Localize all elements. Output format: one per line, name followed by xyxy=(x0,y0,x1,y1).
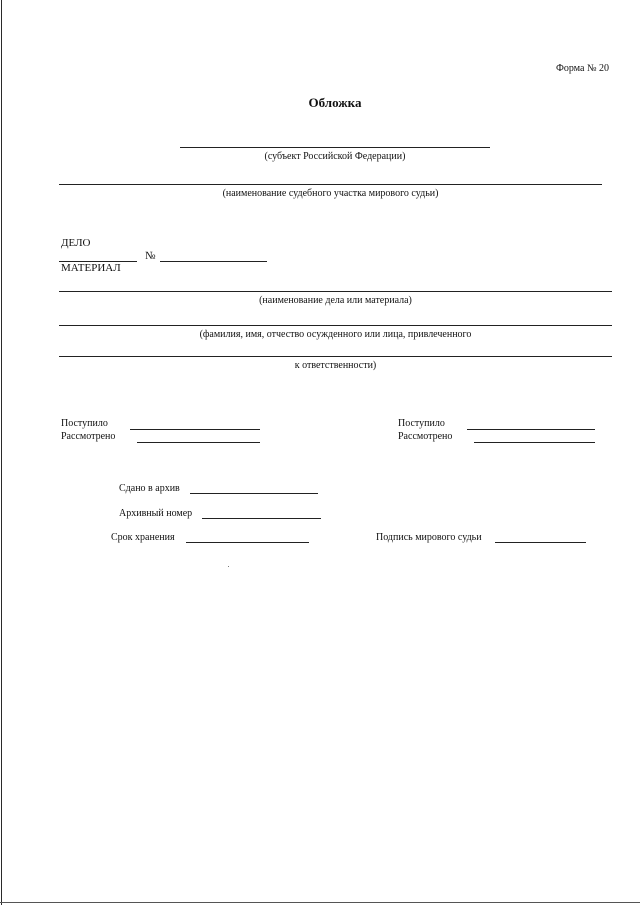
right-received-label: Поступило xyxy=(398,418,445,429)
archive-label: Сдано в архив xyxy=(119,483,180,494)
material-label: МАТЕРИАЛ xyxy=(61,262,121,274)
form-number: Форма № 20 xyxy=(556,63,609,74)
case-number-line xyxy=(160,261,267,262)
person-caption-line1: (фамилия, имя, отчество осужденного или лица, привлеченного xyxy=(199,329,472,340)
person-caption-line2: к ответственности) xyxy=(294,360,377,371)
archive-number-line xyxy=(202,518,321,519)
archive-line xyxy=(190,493,318,494)
scan-edge xyxy=(1,0,2,905)
case-name-caption: (наименование дела или материала) xyxy=(259,295,412,306)
number-sign: № xyxy=(145,250,156,262)
scan-edge xyxy=(0,902,640,903)
left-received-label: Поступило xyxy=(61,418,108,429)
court-section-caption: (наименование судебного участка мирового судьи) xyxy=(222,188,439,199)
storage-period-line xyxy=(186,542,309,543)
storage-period-label: Срок хранения xyxy=(111,532,175,543)
page-title: Обложка xyxy=(308,95,362,110)
scan-speck xyxy=(228,566,229,567)
right-received-line xyxy=(467,429,595,430)
right-reviewed-line xyxy=(474,442,595,443)
right-reviewed-label: Рассмотрено xyxy=(398,431,453,442)
left-reviewed-line xyxy=(137,442,260,443)
left-reviewed-label: Рассмотрено xyxy=(61,431,116,442)
subject-caption: (субъект Российской Федерации) xyxy=(264,151,406,162)
person-fill-line-2 xyxy=(59,356,612,357)
judge-signature-label: Подпись мирового судьи xyxy=(376,532,482,543)
case-label: ДЕЛО xyxy=(61,237,91,249)
court-section-fill-line xyxy=(59,184,602,185)
archive-number-label: Архивный номер xyxy=(119,508,193,519)
subject-fill-line xyxy=(180,147,490,148)
judge-signature-line xyxy=(495,542,586,543)
case-name-fill-line xyxy=(59,291,612,292)
person-fill-line xyxy=(59,325,612,326)
left-received-line xyxy=(130,429,260,430)
